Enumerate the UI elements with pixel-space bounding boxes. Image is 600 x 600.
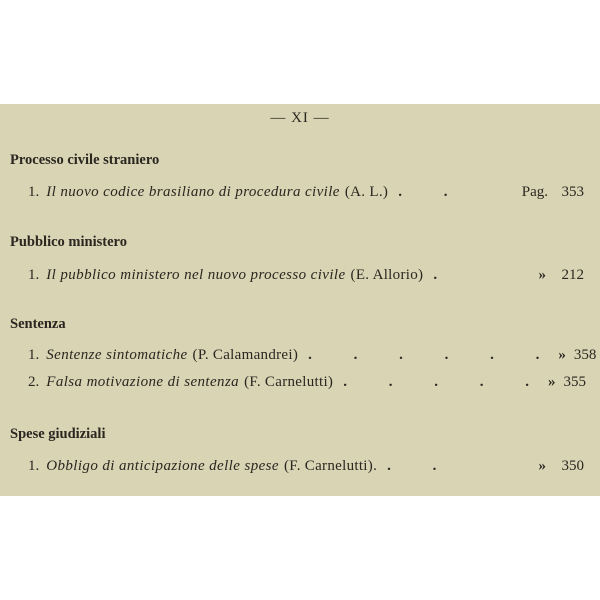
entry-title: Falsa motivazione di sentenza <box>46 374 240 390</box>
page-ref-label: Pag. <box>521 184 548 200</box>
entry-author: (F. Carnelutti) <box>244 374 334 390</box>
ditto-mark: » <box>547 374 556 390</box>
entry-title: Il pubblico ministero nel nuovo processo civile <box>46 267 346 283</box>
index-entry <box>28 184 584 206</box>
ditto-mark: » <box>538 267 546 283</box>
index-entry <box>28 347 597 369</box>
leader-dots: . . . . . <box>343 374 548 390</box>
index-entry <box>28 458 584 480</box>
entry-author: (F. Carnelutti). <box>283 458 378 474</box>
section-title-processo-civile-straniero: Processo civile straniero <box>10 152 160 168</box>
entry-page: 212 <box>561 267 584 283</box>
leader-dots: . . <box>398 184 467 200</box>
leader-dots: . <box>433 267 457 283</box>
entry-author: (P. Calamandrei) <box>192 347 299 363</box>
entry-title: Sentenze sintomatiche <box>46 347 188 363</box>
section-title-spese-giudiziali: Spese giudiziali <box>10 426 106 442</box>
entry-title: Obbligo di anticipazione delle spese <box>46 458 279 474</box>
entry-number: 1. <box>28 267 40 283</box>
entry-number: 1. <box>28 458 40 474</box>
entry-number: 1. <box>28 184 40 200</box>
entry-page: 358 <box>573 347 597 363</box>
index-entry <box>28 267 584 289</box>
entry-number: 1. <box>28 347 40 363</box>
entry-page: 355 <box>563 374 586 390</box>
entry-page: 350 <box>561 458 584 474</box>
page-number: — XI — <box>270 110 330 126</box>
ditto-mark: » <box>558 347 566 363</box>
section-title-pubblico-ministero: Pubblico ministero <box>10 234 127 250</box>
entry-page: 353 <box>561 184 584 200</box>
ditto-mark: » <box>538 458 546 474</box>
leader-dots: . . . . . . <box>308 347 559 363</box>
entry-title: Il nuovo codice brasiliano di procedura civile <box>46 184 340 200</box>
entry-author: (E. Allorio) <box>350 267 424 283</box>
entry-number: 2. <box>28 374 40 390</box>
leader-dots: . . <box>387 458 456 474</box>
section-title-sentenza: Sentenza <box>10 316 66 332</box>
index-entry <box>28 374 584 396</box>
entry-author: (A. L.) <box>344 184 389 200</box>
index-page <box>0 104 600 496</box>
